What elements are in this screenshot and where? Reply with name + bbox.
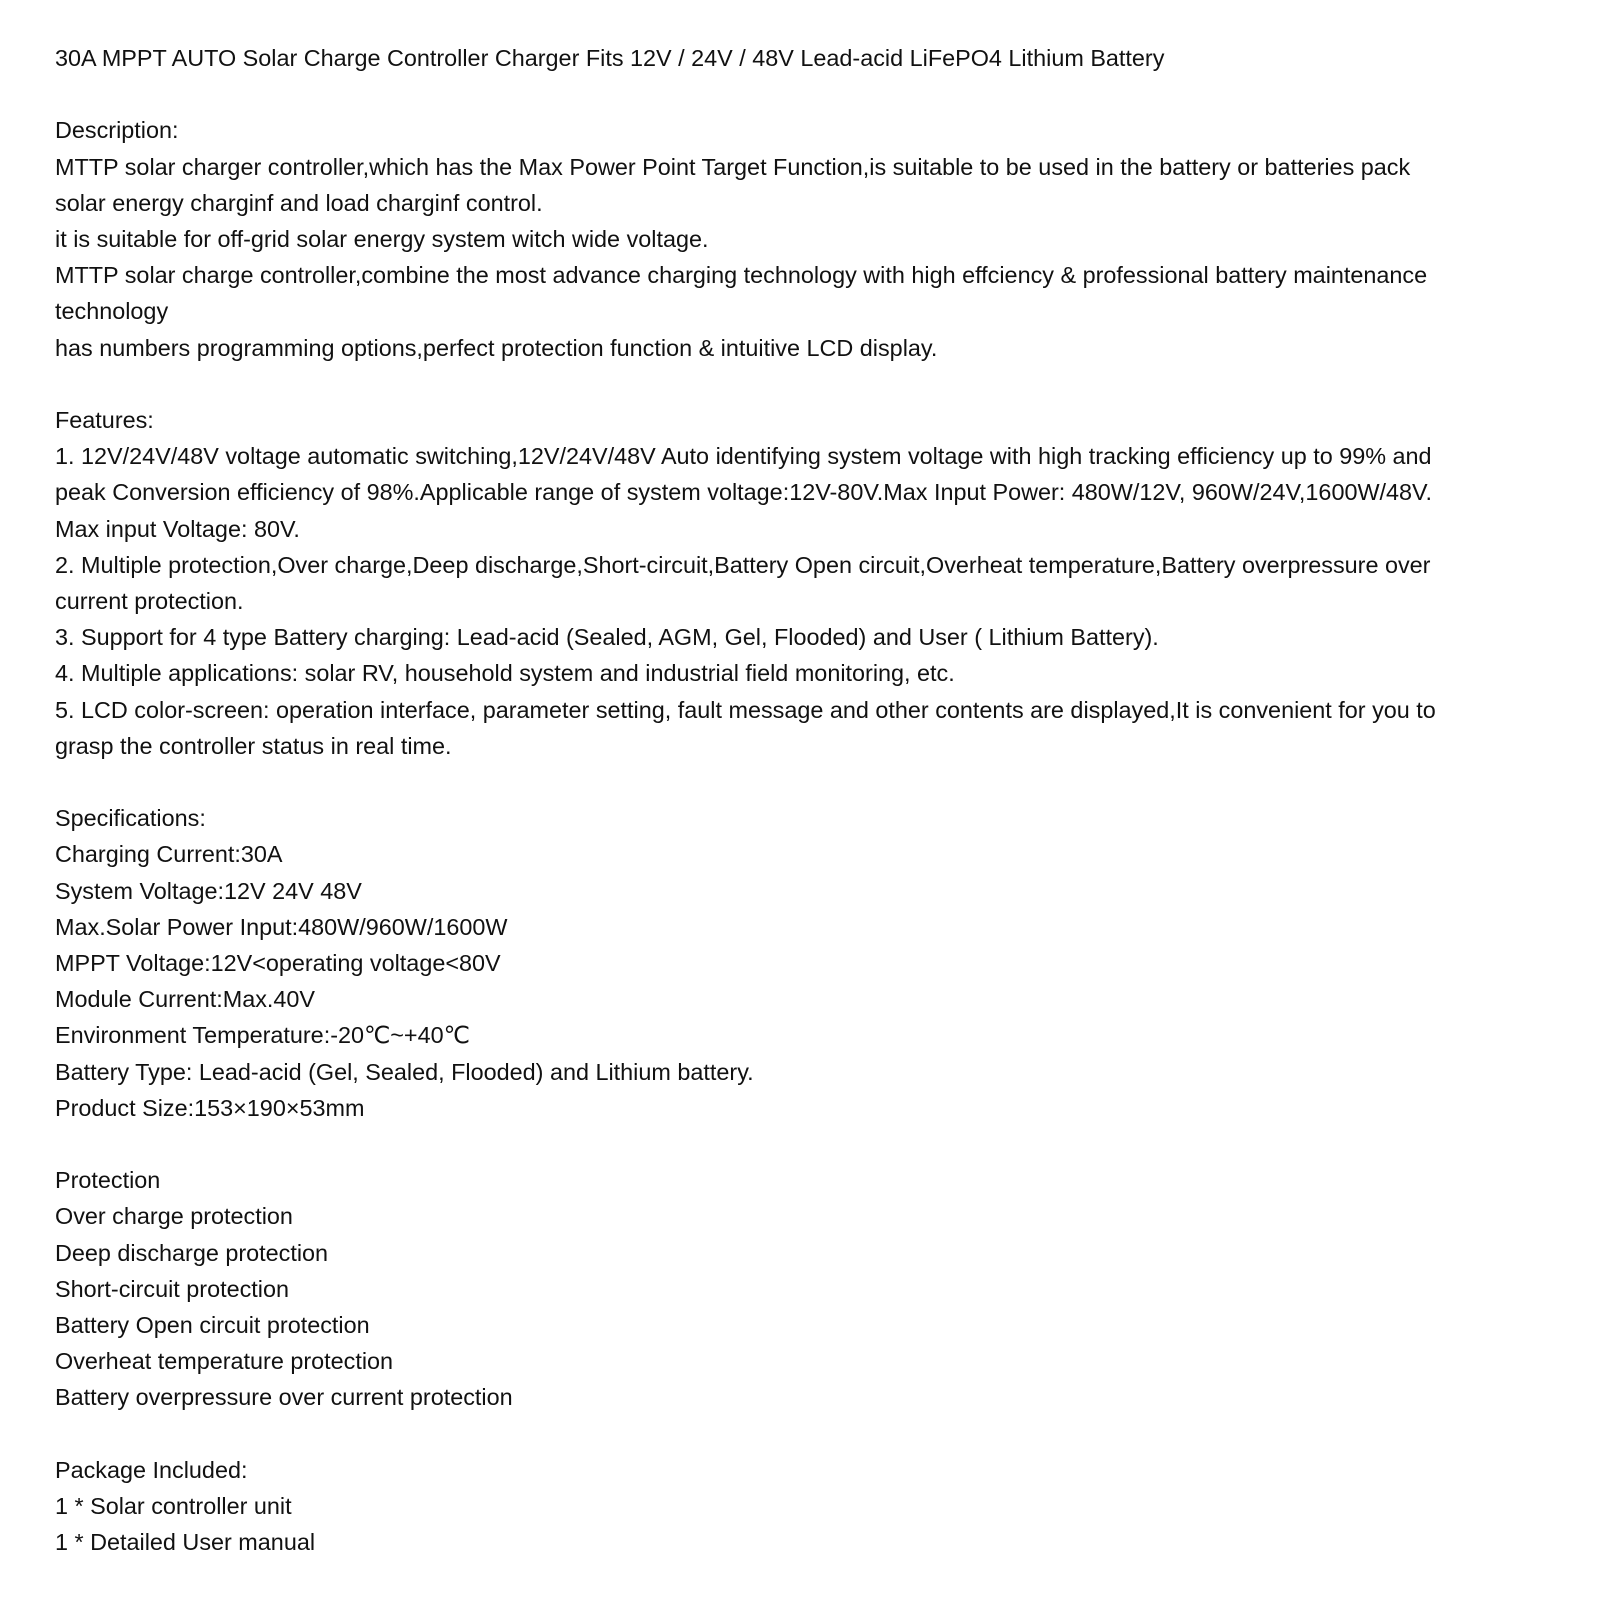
feature-line: Max input Voltage: 80V.	[55, 515, 300, 542]
spacer	[55, 366, 1580, 402]
protection-line: Deep discharge protection	[55, 1239, 329, 1266]
feature-line: current protection.	[55, 588, 244, 615]
spacer	[55, 764, 1580, 800]
spec-line: Product Size:153×190×53mm	[55, 1094, 365, 1121]
spec-line: Environment Temperature:-20℃~+40℃	[55, 1022, 470, 1049]
section-heading: Protection	[55, 1167, 161, 1194]
spec-line: Module Current:Max.40V	[55, 986, 316, 1013]
protection-line: Battery overpressure over current protection	[55, 1384, 513, 1411]
description-line: has numbers programming options,perfect protection function & intuitive LCD display.	[55, 334, 938, 361]
spacer	[55, 76, 1580, 112]
spec-line: Charging Current:30A	[55, 841, 283, 868]
package-line: 1 * Detailed User manual	[55, 1529, 316, 1556]
section-heading: Package Included:	[55, 1456, 248, 1483]
feature-line: peak Conversion efficiency of 98%.Applicable range of system voltage:12V-80V.Max Input Power: 480W/12V, 960W/24V,1600W/48V.	[55, 479, 1433, 506]
feature-line: 2. Multiple protection,Over charge,Deep discharge,Short-circuit,Battery Open circuit,Overheat temperature,Battery overpressure over	[55, 551, 1431, 578]
description-line: technology	[55, 298, 169, 325]
specifications-section	[55, 800, 1580, 1126]
section-heading: Specifications:	[55, 805, 206, 832]
description-line: MTTP solar charge controller,combine the most advance charging technology with high effciency & professional battery maintenance	[55, 262, 1428, 289]
spec-line: System Voltage:12V 24V 48V	[55, 877, 362, 904]
description-section	[55, 112, 1580, 365]
description-line: MTTP solar charger controller,which has the Max Power Point Target Function,is suitable to be used in the battery or batteries pack	[55, 153, 1411, 180]
spec-line: Max.Solar Power Input:480W/960W/1600W	[55, 913, 508, 940]
page-title: 30A MPPT AUTO Solar Charge Controller Charger Fits 12V / 24V / 48V Lead-acid LiFePO4 Lithium Battery	[55, 45, 1165, 71]
spec-line: MPPT Voltage:12V<operating voltage<80V	[55, 950, 501, 977]
spacer	[55, 1126, 1580, 1162]
description-line: it is suitable for off-grid solar energy system witch wide voltage.	[55, 226, 709, 252]
protection-line: Short-circuit protection	[55, 1275, 289, 1302]
description-line: solar energy charginf and load charginf control.	[55, 189, 543, 216]
protection-section	[55, 1162, 1580, 1415]
spacer	[55, 1416, 1580, 1452]
package-section	[55, 1452, 1580, 1561]
package-line: 1 * Solar controller unit	[55, 1493, 292, 1520]
protection-line: Battery Open circuit protection	[55, 1312, 370, 1339]
feature-line: 3. Support for 4 type Battery charging: Lead-acid (Sealed, AGM, Gel, Flooded) and User ( Lithium Battery).	[55, 624, 1159, 651]
section-heading: Features:	[55, 407, 154, 433]
feature-line: 5. LCD color-screen: operation interface, parameter setting, fault message and other contents are displayed,It is convenient for you to	[55, 696, 1436, 723]
spec-line: Battery Type: Lead-acid (Gel, Sealed, Flooded) and Lithium battery.	[55, 1058, 754, 1085]
feature-line: 1. 12V/24V/48V voltage automatic switching,12V/24V/48V Auto identifying system voltage with high tracking efficiency up to 99% and	[55, 443, 1432, 470]
protection-line: Overheat temperature protection	[55, 1348, 394, 1375]
product-document	[55, 40, 1580, 1560]
features-section	[55, 402, 1580, 764]
section-heading: Description:	[55, 117, 179, 144]
feature-line: grasp the controller status in real time.	[55, 732, 452, 759]
protection-line: Over charge protection	[55, 1203, 293, 1230]
feature-line: 4. Multiple applications: solar RV, household system and industrial field monitoring, etc.	[55, 660, 955, 687]
